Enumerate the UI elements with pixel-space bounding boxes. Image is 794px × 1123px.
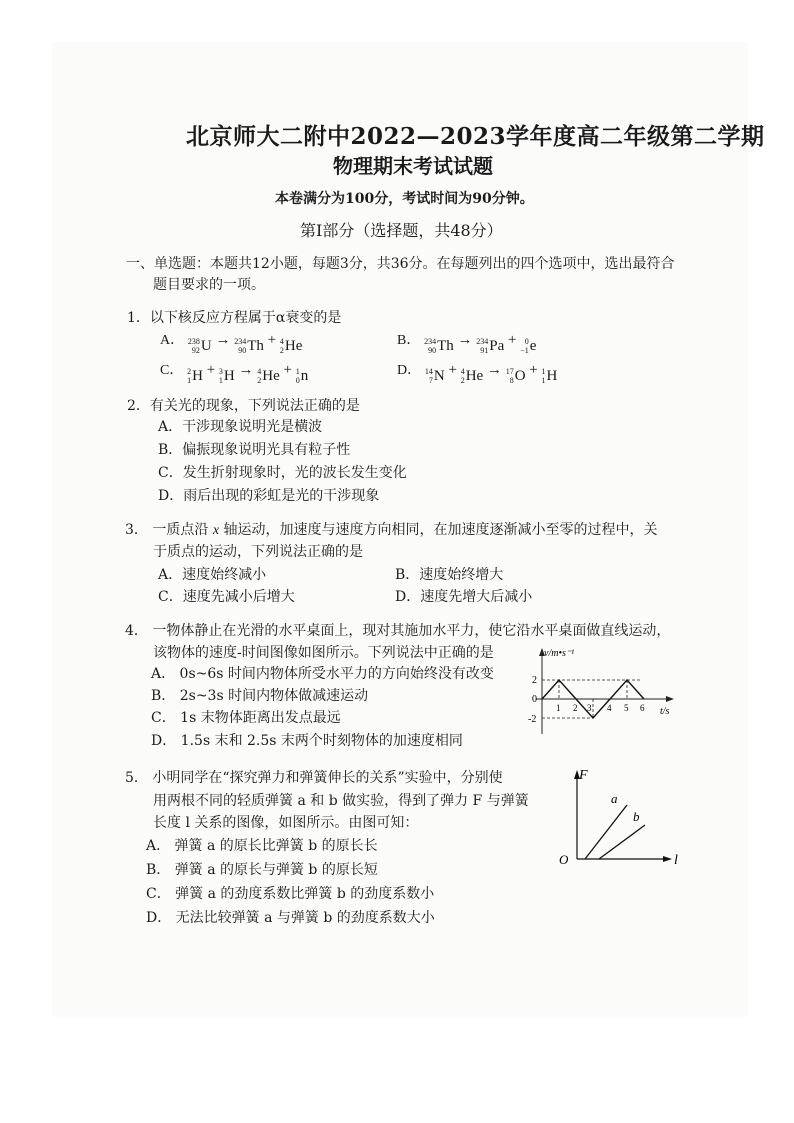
part-heading: 第Ⅰ部分（选择题，共48分） — [300, 221, 503, 240]
y-tick-2: 2 — [532, 675, 537, 686]
x-tick-3: 3 — [587, 703, 592, 713]
exam-subtitle: 物理期末考试试题 — [333, 154, 493, 178]
q3-option-a[interactable]: A．速度始终减小 — [158, 567, 267, 583]
q2-option-c[interactable]: C．发生折射现象时，光的波长发生变化 — [158, 465, 407, 481]
q3-stem-part1: 3． 一质点沿 — [125, 522, 209, 538]
q1-option-b[interactable]: B． 234 90 Th → 234 91 Pa + 0 −1 e — [397, 332, 537, 355]
section-instructions-line2: 题目要求的一项。 — [153, 277, 265, 293]
q1-option-c-label: C． — [160, 363, 184, 378]
x-tick-2: 2 — [573, 703, 578, 713]
reaction-arrow: → — [215, 332, 231, 348]
q4-option-d[interactable]: D． 1.5s 末和 2.5s 末两个时刻物体的加速度相同 — [151, 733, 463, 749]
x-tick-4: 4 — [607, 703, 612, 713]
q2-stem: 2．有关光的现象，下列说法正确的是 — [127, 398, 360, 414]
exam-title: 北京师大二附中2022—2023学年度高二年级第二学期 — [186, 123, 765, 150]
q5-option-b[interactable]: B． 弹簧 a 的原长与弹簧 b 的原长短 — [146, 862, 378, 878]
l-axis-arrow — [663, 856, 672, 862]
q1-option-d[interactable]: D． 14 7 N + 4 2 He → 17 8 O + 1 1 H — [397, 362, 558, 385]
plus-sign: + — [206, 362, 216, 378]
q1-stem: 1．以下核反应方程属于α衰变的是 — [127, 310, 342, 326]
q3-option-d[interactable]: D．速度先增大后减小 — [395, 589, 533, 605]
y-tick-0: 0 — [532, 694, 537, 705]
reaction-arrow: → — [238, 362, 254, 378]
line-b — [599, 825, 645, 859]
q3-stem-part2: 轴运动，加速度与速度方向相同，在加速度逐渐减小至零的过程中，关 — [223, 522, 658, 538]
q3-stem-line1 — [125, 520, 657, 541]
plus-sign: + — [448, 362, 457, 378]
x-tick-5: 5 — [624, 703, 629, 713]
x-axis-label: t/s — [660, 706, 670, 717]
q5-stem-line3: 长度 l 关系的图像，如图所示。由图可知： — [153, 815, 419, 831]
q5-option-c[interactable]: C． 弹簧 a 的劲度系数比弹簧 b 的劲度系数小 — [146, 886, 435, 902]
x-variable: x — [212, 523, 220, 538]
q5-stem-line2: 用两根不同的轻质弹簧 a 和 b 做实验，得到了弹力 F 与弹簧 — [153, 793, 529, 809]
q3-option-c[interactable]: C．速度先减小后增大 — [158, 589, 295, 605]
q4-stem-line1: 4． 一物体静止在光滑的水平桌面上，现对其施加水平力，使它沿水平桌面做直线运动， — [125, 623, 671, 639]
l-label: l — [674, 853, 678, 868]
q4-vt-graph — [522, 644, 682, 740]
q4-option-b[interactable]: B． 2s~3s 时间内物体做减速运动 — [151, 688, 369, 704]
q4-option-c[interactable]: C． 1s 末物体距离出发点最远 — [151, 710, 341, 726]
q2-option-a[interactable]: A．干涉现象说明光是横波 — [158, 419, 323, 435]
b-label: b — [633, 809, 640, 824]
q4-stem-line2: 该物体的速度-时间图像如图所示。下列说法中正确的是 — [153, 645, 494, 661]
y-tick-neg2: -2 — [528, 714, 537, 725]
x-tick-1: 1 — [556, 703, 561, 713]
plus-sign: + — [508, 332, 517, 348]
plus-sign: + — [267, 332, 277, 348]
a-label: a — [611, 791, 618, 806]
q1-option-b-label: B． — [397, 333, 421, 348]
q2-option-d[interactable]: D．雨后出现的彩虹是光的干涉现象 — [158, 488, 380, 504]
reaction-arrow: → — [457, 332, 473, 348]
q3-option-b[interactable]: B．速度始终增大 — [395, 567, 504, 583]
section-instructions-line1: 一、单选题：本题共12小题，每题3分，共36分。在每题列出的四个选项中，选出最符合 — [126, 256, 675, 272]
q1-option-c[interactable]: C． 2 1 H + 3 1 H → 4 2 He + 1 0 n — [160, 362, 309, 385]
q5-option-d[interactable]: D． 无法比较弹簧 a 与弹簧 b 的劲度系数大小 — [146, 910, 435, 926]
x-tick-6: 6 — [640, 703, 645, 713]
q1-option-a[interactable]: A． 238 92 U → 234 90 Th + 4 2 He — [160, 332, 303, 355]
q5-stem-line1: 5． 小明同学在“探究弹力和弹簧伸长的关系”实验中，分别使 — [125, 770, 503, 786]
q4-option-a[interactable]: A． 0s~6s 时间内物体所受水平力的方向始终没有改变 — [151, 666, 494, 682]
q3-stem-line2: 于质点的运动，下列说法正确的是 — [153, 544, 363, 560]
origin-label: O — [559, 852, 569, 867]
x-axis-arrow — [666, 696, 674, 702]
q5-spring-graph — [555, 765, 690, 870]
plus-sign: + — [283, 362, 292, 378]
reaction-arrow: → — [486, 362, 502, 378]
line-a — [585, 805, 627, 859]
f-label: F — [579, 768, 588, 783]
q1-option-a-label: A． — [160, 333, 185, 348]
q1-option-d-label: D． — [397, 363, 422, 378]
plus-sign: + — [529, 362, 538, 378]
exam-note: 本卷满分为100分，考试时间为90分钟。 — [275, 191, 534, 207]
q5-option-a[interactable]: A． 弹簧 a 的原长比弹簧 b 的原长长 — [146, 838, 378, 854]
q2-option-b[interactable]: B．偏振现象说明光具有粒子性 — [158, 442, 351, 458]
y-axis-label: v/m•s⁻¹ — [544, 648, 575, 659]
